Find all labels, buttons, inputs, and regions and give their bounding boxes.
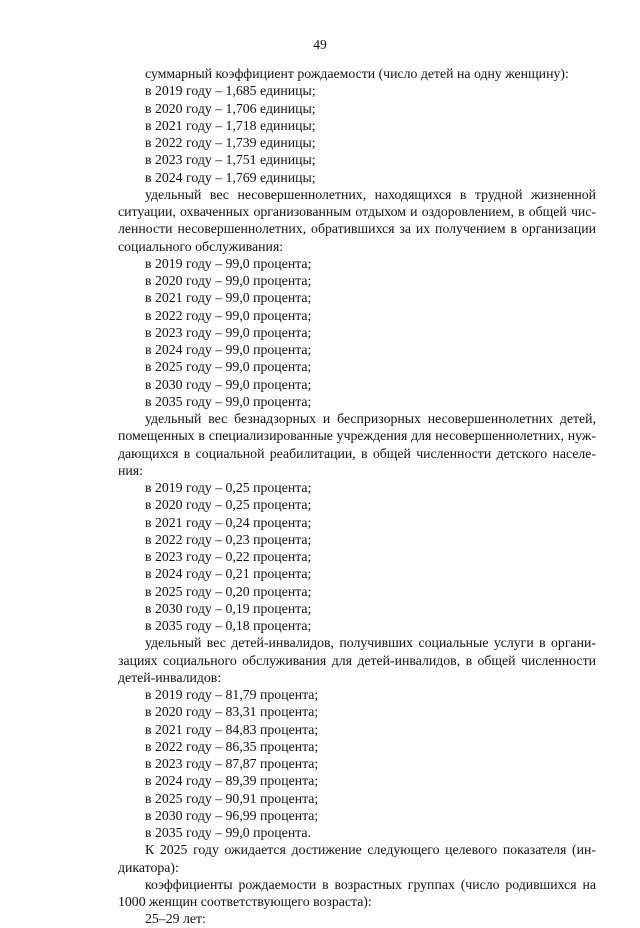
- section-intro-minors-recreation: удельный вес несовершеннолетних, находящихся в трудной жизненной ситуации, охваченных организованным отдыхом и оздоровлением, в общей численности несовершеннолетних, обратившихся за их получением в организации социального обслуживания:: [118, 186, 596, 254]
- list-item: в 2025 году – 0,20 процента;: [145, 583, 312, 599]
- list-item: в 2020 году – 0,25 процента;: [145, 497, 312, 513]
- list-item: в 2023 году – 0,22 процента;: [145, 549, 312, 564]
- list-item: в 2030 году – 96,99 процента;: [145, 807, 319, 823]
- closing-paragraph-target-indicator: К 2025 году ожидается достижение следующего целевого показателя (индикатора):: [118, 842, 596, 875]
- list-item: в 2025 году – 90,91 процента;: [145, 790, 319, 806]
- list-homeless-minors: [118, 479, 596, 634]
- list-item: в 2023 году – 1,751 единицы;: [145, 152, 316, 168]
- list-item: в 2019 году – 0,25 процента;: [145, 480, 312, 495]
- list-item: в 2035 году – 99,0 процента.: [145, 825, 311, 840]
- list-item: в 2019 году – 99,0 процента;: [145, 255, 312, 271]
- list-item: в 2021 году – 99,0 процента;: [145, 290, 312, 306]
- page-number: 49: [313, 37, 327, 52]
- list-item: в 2035 году – 99,0 процента;: [145, 393, 312, 409]
- list-item: в 2025 году – 99,0 процента;: [145, 359, 312, 375]
- list-item: в 2024 году – 1,769 единицы;: [145, 169, 316, 185]
- list-item: в 2019 году – 81,79 процента;: [145, 687, 319, 702]
- list-item: в 2022 году – 1,739 единицы;: [145, 135, 316, 150]
- list-item: в 2023 году – 99,0 процента;: [145, 324, 312, 340]
- list-item: в 2020 году – 1,706 единицы;: [145, 100, 316, 116]
- closing-paragraph-age-25-29: 25–29 лет:: [145, 911, 206, 927]
- document-body: [118, 65, 596, 928]
- list-item: в 2020 году – 99,0 процента;: [145, 273, 312, 288]
- list-item: в 2020 году – 83,31 процента;: [145, 704, 319, 720]
- list-disabled-children: [118, 686, 596, 841]
- list-fertility-rate: [118, 82, 596, 186]
- list-item: в 2035 году – 0,18 процента;: [145, 618, 312, 633]
- list-item: в 2024 году – 89,39 процента;: [145, 773, 319, 789]
- list-item: в 2030 году – 0,19 процента;: [145, 600, 312, 616]
- list-item: в 2022 году – 0,23 процента;: [145, 531, 312, 547]
- list-item: в 2021 году – 1,718 единицы;: [145, 117, 316, 133]
- section-intro-disabled-children: удельный вес детей-инвалидов, получивших социальные услуги в организациях социального обслуживания для детей-инвалидов, в общей численности детей-инвалидов:: [118, 635, 596, 685]
- list-item: в 2024 году – 0,21 процента;: [145, 566, 312, 582]
- list-item: в 2021 году – 0,24 процента;: [145, 514, 312, 530]
- list-item: в 2022 году – 99,0 процента;: [145, 307, 312, 323]
- list-item: в 2023 году – 87,87 процента;: [145, 756, 319, 771]
- list-item: в 2021 году – 84,83 процента;: [145, 721, 319, 737]
- section-intro-homeless-minors: удельный вес безнадзорных и беспризорных несовершеннолетних детей, помещенных в специализированные учреждения для несовершеннолетних, нуждающихся в социальной реабилитации, в общей численности детского населения:: [118, 411, 596, 478]
- list-minors-recreation: [118, 255, 596, 410]
- closing-paragraph-age-group-rates: коэффициенты рождаемости в возрастных группах (число родившихся на 1000 женщин соответствующего возраста):: [118, 876, 596, 909]
- list-item: в 2030 году – 99,0 процента;: [145, 376, 312, 392]
- list-item: в 2024 году – 99,0 процента;: [145, 342, 312, 357]
- list-item: в 2022 году – 86,35 процента;: [145, 738, 319, 754]
- list-item: в 2019 году – 1,685 единицы;: [145, 83, 316, 99]
- section-intro-fertility-rate: суммарный коэффициент рождаемости (число детей на одну женщину):: [145, 66, 569, 81]
